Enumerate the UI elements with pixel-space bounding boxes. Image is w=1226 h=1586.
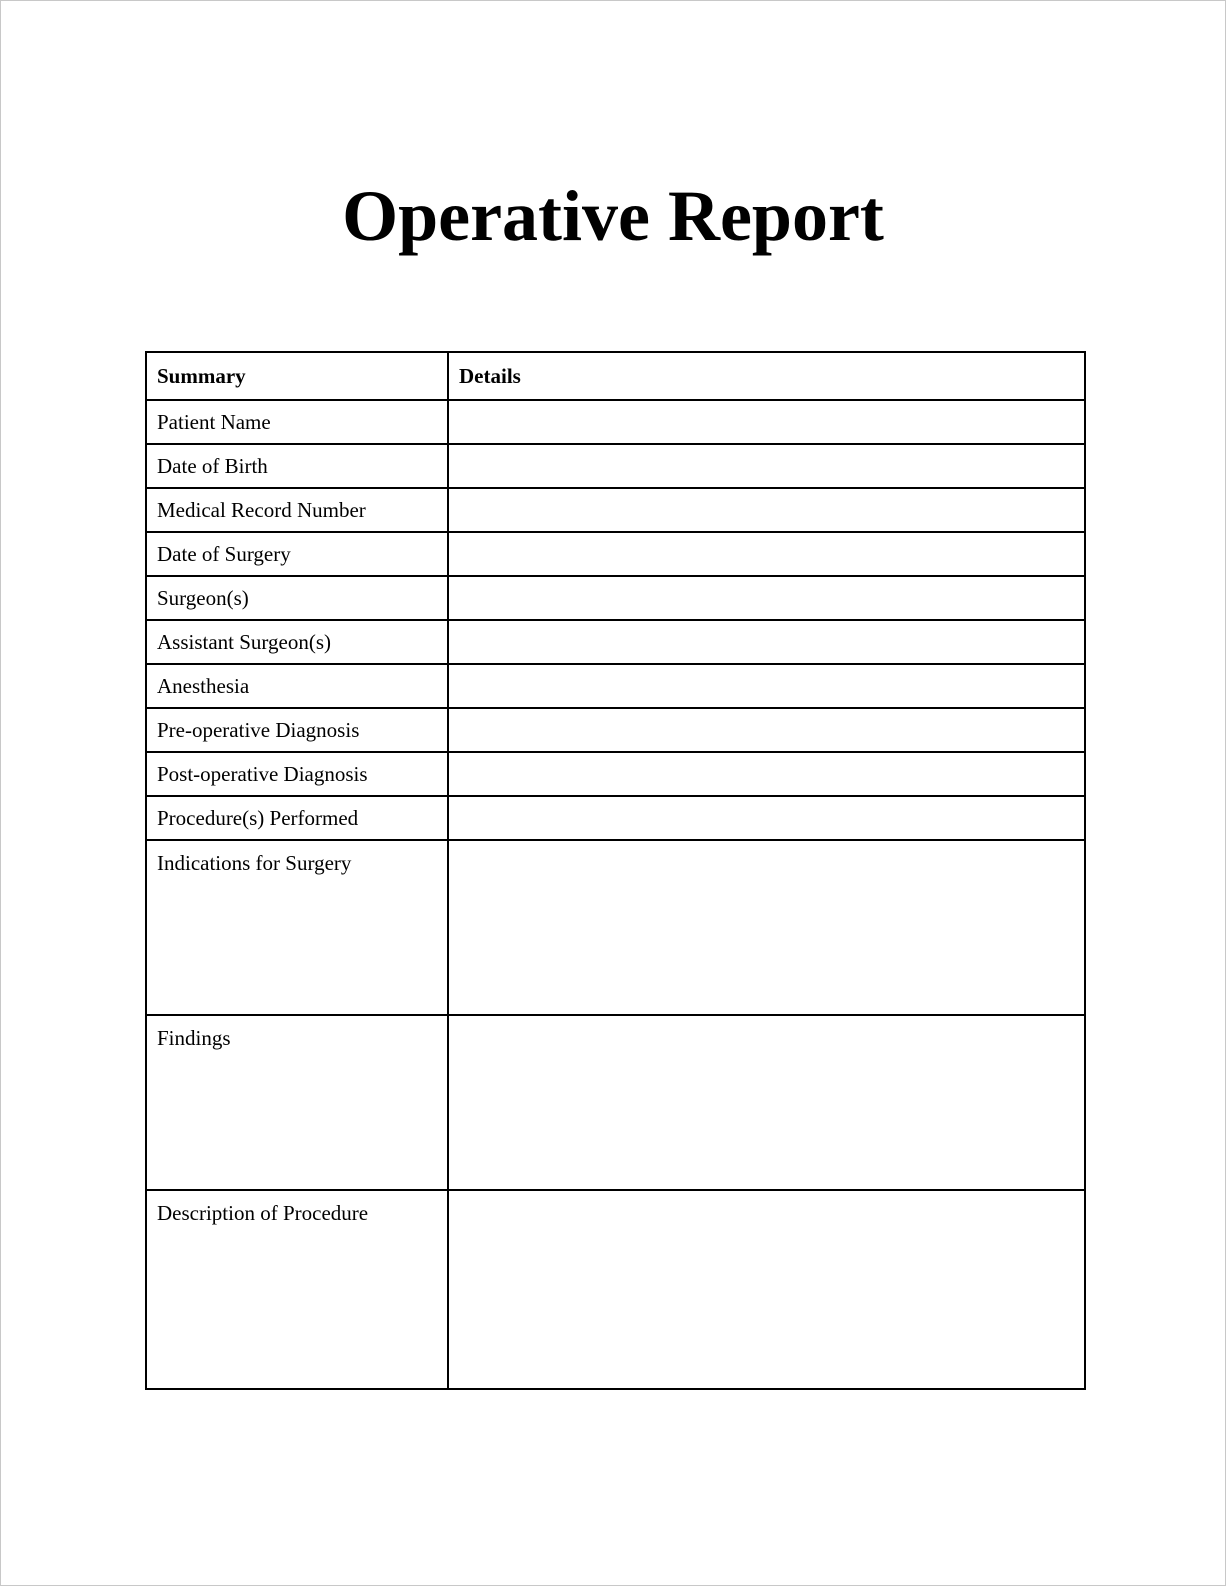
row-label-description-of-procedure: Description of Procedure [146, 1190, 448, 1389]
row-value-indications-for-surgery[interactable] [448, 840, 1085, 1015]
row-label-medical-record-number: Medical Record Number [146, 488, 448, 532]
row-label-post-operative-diagnosis: Post-operative Diagnosis [146, 752, 448, 796]
table-row [146, 532, 1085, 576]
table-row [146, 796, 1085, 840]
table-row [146, 576, 1085, 620]
row-label-procedures-performed: Procedure(s) Performed [146, 796, 448, 840]
row-value-assistant-surgeons[interactable] [448, 620, 1085, 664]
row-value-medical-record-number[interactable] [448, 488, 1085, 532]
row-value-anesthesia[interactable] [448, 664, 1085, 708]
table-row [146, 620, 1085, 664]
row-label-patient-name: Patient Name [146, 400, 448, 444]
row-value-date-of-surgery[interactable] [448, 532, 1085, 576]
row-label-date-of-birth: Date of Birth [146, 444, 448, 488]
operative-report-table [145, 351, 1086, 1390]
row-label-date-of-surgery: Date of Surgery [146, 532, 448, 576]
row-label-assistant-surgeons: Assistant Surgeon(s) [146, 620, 448, 664]
page-title: Operative Report [342, 176, 884, 256]
table-header-row [146, 352, 1085, 400]
row-value-procedures-performed[interactable] [448, 796, 1085, 840]
row-value-pre-operative-diagnosis[interactable] [448, 708, 1085, 752]
row-label-surgeons: Surgeon(s) [146, 576, 448, 620]
row-value-date-of-birth[interactable] [448, 444, 1085, 488]
table-row [146, 1190, 1085, 1389]
row-value-patient-name[interactable] [448, 400, 1085, 444]
table-row [146, 1015, 1085, 1190]
row-value-findings[interactable] [448, 1015, 1085, 1190]
row-label-anesthesia: Anesthesia [146, 664, 448, 708]
column-header-summary: Summary [146, 352, 448, 400]
table-row [146, 400, 1085, 444]
row-label-findings: Findings [146, 1015, 448, 1190]
table-row [146, 444, 1085, 488]
table-row [146, 752, 1085, 796]
row-label-indications-for-surgery: Indications for Surgery [146, 840, 448, 1015]
table-row [146, 840, 1085, 1015]
row-value-description-of-procedure[interactable] [448, 1190, 1085, 1389]
column-header-details: Details [448, 352, 1085, 400]
row-value-surgeons[interactable] [448, 576, 1085, 620]
table-row [146, 664, 1085, 708]
table-row [146, 708, 1085, 752]
row-label-pre-operative-diagnosis: Pre-operative Diagnosis [146, 708, 448, 752]
table-row [146, 488, 1085, 532]
row-value-post-operative-diagnosis[interactable] [448, 752, 1085, 796]
